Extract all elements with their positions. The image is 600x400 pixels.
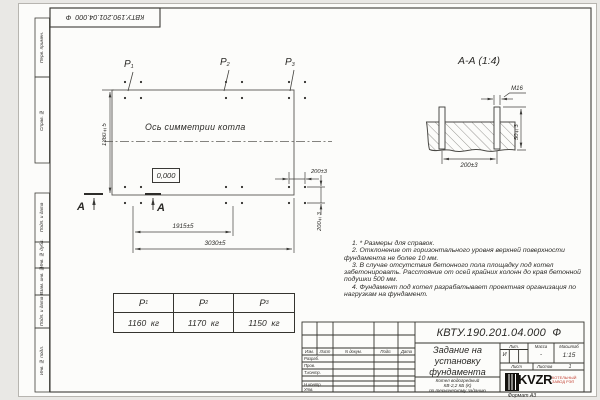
load-table-value-p1: 1160 кг — [114, 313, 174, 332]
dim-label-3030: 3030±5 — [204, 240, 226, 247]
load-label-p3-sub: 3 — [291, 62, 295, 69]
scale-label: Масштаб — [559, 344, 579, 349]
load-label-p1-sub: 1 — [130, 64, 134, 71]
plan-view — [104, 70, 332, 204]
rev-col-podp: Подп. — [380, 348, 392, 354]
product-line-3: по техническому заданию — [429, 387, 486, 393]
load-table — [113, 293, 295, 333]
load-table-value-p3: 1150 кг — [248, 317, 280, 328]
lit-label: Лит. — [509, 344, 519, 349]
note-1: 1. * Размеры для справок. — [352, 240, 435, 247]
margin-stamp-podp-data-2: Подп. и дата — [39, 296, 44, 327]
load-table-value-p2: 1170 кг — [174, 313, 234, 332]
top-code-stamp: КВТУ.190.201.04.000 Ф — [65, 13, 145, 22]
doc-title-line-3: фундамента — [429, 367, 486, 377]
margin-stamp-perv-primen: Перв. примен. — [39, 31, 44, 64]
notes-block — [344, 240, 591, 298]
scale-value: 1:15 — [562, 352, 576, 359]
symmetry-axis-label: Ось симметрии котла — [145, 122, 246, 132]
product-line-2: КВ-2,2 КБ (К) — [443, 383, 472, 388]
dim-label-1360: 1360±5 — [102, 123, 108, 147]
section-letter-right: А — [157, 202, 165, 214]
p2-sub: 2 — [205, 300, 209, 306]
margin-stamp-vzam-inv: Взам. инв. № — [39, 266, 44, 295]
load-label-p3-main: P — [285, 57, 292, 68]
elevation-mark — [152, 168, 180, 183]
sheets-label: Листов — [537, 364, 553, 370]
load-label-p1-main: P — [124, 59, 131, 70]
note-4: 4. Фундамент под котел разрабатывает проектная организация по нагрузкам на фундамент. — [344, 283, 577, 299]
sig-row-tkontr: Т.контр. — [304, 370, 321, 376]
rev-col-list: Лист — [319, 348, 331, 354]
rev-col-data: Дата — [400, 348, 413, 354]
thread-label-m16: М16 — [511, 85, 523, 92]
rev-col-ndokum: N докум. — [345, 348, 362, 354]
load-table-header-p2 — [174, 294, 234, 313]
dim-label-section-200: 200±3 — [460, 161, 478, 169]
note-2: 2. Отклонение от горизонтального уровня верхней поверхности фундамента не более 10 мм. — [344, 247, 565, 262]
sig-row-prov: Пров. — [304, 363, 316, 369]
dim-label-section-50: 50±3 — [513, 124, 520, 140]
load-label-p3 — [285, 57, 295, 68]
kvzr-logo-subtext: КОТЕЛЬНЫЙ ЗАВОД РЭП — [552, 374, 577, 385]
sig-row-razrab: Разраб. — [304, 356, 320, 362]
mass-label: Масса — [534, 344, 548, 349]
kvzr-logo-icon — [505, 373, 519, 391]
load-table-header-p3 — [234, 294, 294, 313]
p3-sub: 3 — [265, 300, 269, 306]
sig-row-utv: Утв. — [304, 387, 314, 393]
designation: КВТУ.190.201.04.000 Ф — [436, 326, 562, 339]
sig-row-nkontr: Н.контр. — [304, 381, 322, 387]
rev-col-izm: Изм. — [305, 348, 314, 354]
dim-label-bolt-y: 200±3 — [317, 212, 323, 232]
anchor-bolt-dots — [124, 81, 306, 204]
load-label-p2-sub: 2 — [226, 62, 230, 69]
p1-sub: 1 — [145, 300, 149, 306]
format-label: Формат А3 — [507, 392, 537, 399]
load-label-p2 — [220, 57, 230, 68]
note-3: 3. В случае отсутствия бетонного пола площадку под котел забетонировать. Расстояние от осей крайних колонн до края бетонной подушки 500 мм. — [344, 261, 581, 284]
dim-label-bolt-x: 200±3 — [310, 169, 328, 175]
lit-value: И — [502, 352, 507, 358]
sheet-label: Лист — [511, 364, 522, 370]
load-label-p2-main: P — [220, 57, 227, 68]
mass-value: - — [540, 352, 542, 358]
p2-main: P — [198, 297, 206, 309]
load-leader-lines — [128, 70, 294, 91]
doc-title-line-1: Задание на — [433, 345, 482, 355]
doc-title-line-2: установку — [434, 356, 481, 366]
elevation-value: 0,000 — [156, 171, 176, 180]
product-line-1: Котел водогрейный — [435, 378, 480, 384]
margin-stamp-podp-data-1: Подп. и дата — [39, 202, 44, 233]
p1-main: P — [138, 297, 146, 309]
load-table-header-p1 — [114, 294, 174, 313]
margin-stamp-inv-dubl: Инв. № дубл. — [39, 239, 44, 268]
kvzr-logo-text: KVZR — [518, 372, 553, 387]
section-view-title: А-А (1:4) — [457, 55, 500, 67]
section-letter-left: А — [77, 201, 85, 213]
dim-label-1915: 1915±5 — [172, 223, 194, 230]
load-label-p1 — [124, 59, 134, 70]
sheets-value: 1 — [568, 363, 572, 370]
margin-stamp-sprav-n: Справ. № — [39, 109, 44, 131]
section-cut-marks — [84, 194, 161, 210]
margin-stamp-inv-podl: Инв. № подл. — [39, 345, 44, 375]
p3-main: P — [259, 297, 266, 309]
plan-outline — [112, 90, 294, 195]
